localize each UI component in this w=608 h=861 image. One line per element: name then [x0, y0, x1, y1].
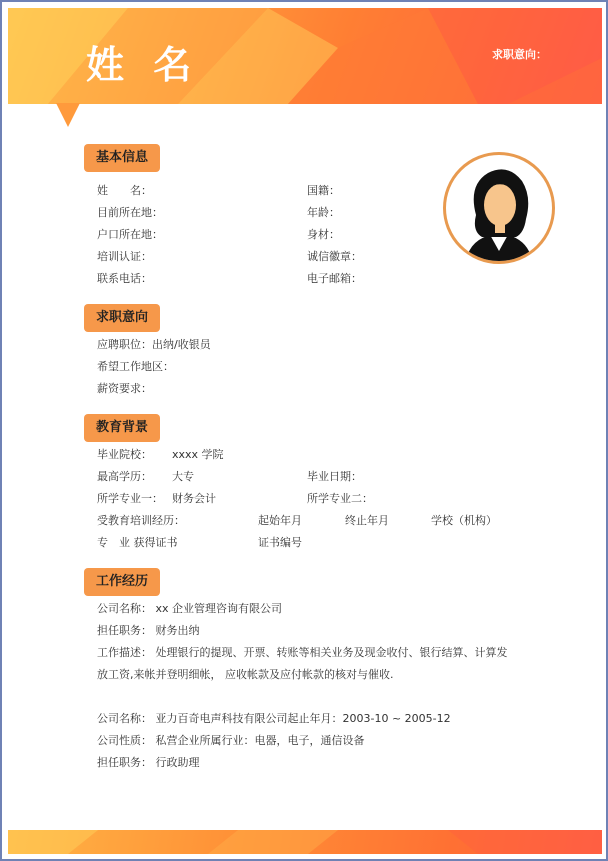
edu-major1-value: 财务会计: [172, 492, 216, 505]
edu-cert-no: 证书编号: [258, 536, 302, 549]
basic-nationality: 国籍：: [307, 184, 340, 197]
resume-name: 姓 名: [86, 43, 200, 87]
edu-school-label: 毕业院校：: [97, 448, 152, 461]
basic-body: 身材：: [307, 228, 340, 241]
section-job-intent: 求职意向: [84, 304, 160, 332]
basic-location: 目前所在地：: [97, 206, 163, 219]
work-role-2: 担任职务： 行政助理: [97, 756, 200, 769]
basic-seal: 诚信徽章：: [307, 250, 362, 263]
edu-major1-label: 所学专业一：: [97, 492, 163, 505]
section-basic-info: 基本信息: [84, 144, 160, 172]
woman-avatar-icon: [446, 155, 552, 261]
avatar: [443, 152, 555, 264]
job-intent-header: 求职意向：: [492, 48, 547, 61]
footer-pattern: [8, 830, 602, 854]
footer-banner: [8, 830, 602, 854]
intent-region: 希望工作地区：: [97, 360, 174, 373]
basic-phone: 联系电话：: [97, 272, 152, 285]
section-work-experience: 工作经历: [84, 568, 160, 596]
section-education: 教育背景: [84, 414, 160, 442]
work-nature-2: 公司性质： 私营企业所属行业：电器，电子，通信设备: [97, 734, 365, 747]
edu-grad-date: 毕业日期：: [307, 470, 362, 483]
work-desc-1-line2: 放工资,来帐并登明细帐， 应收帐款及应付帐款的核对与催收.: [97, 668, 394, 681]
basic-hukou: 户口所在地：: [97, 228, 163, 241]
basic-email: 电子邮箱：: [307, 272, 362, 285]
basic-name: 姓 名：: [97, 184, 152, 197]
edu-end: 终止年月: [345, 514, 389, 527]
work-desc-1-line1: 工作描述： 处理银行的提现、开票、转账等相关业务及现金收付、银行结算、计算发: [97, 646, 508, 659]
basic-cert: 培训认证：: [97, 250, 152, 263]
edu-degree-label: 最高学历：: [97, 470, 152, 483]
banner-pointer: [56, 103, 80, 127]
work-company-2: 公司名称： 亚力百奇电声科技有限公司起止年月：2003-10 ~ 2005-12: [97, 712, 451, 725]
edu-institution: 学校（机构）: [431, 514, 497, 527]
basic-age: 年龄：: [307, 206, 340, 219]
edu-major-cert: 专 业 获得证书: [97, 536, 178, 549]
edu-major2: 所学专业二：: [307, 492, 373, 505]
intent-salary: 薪资要求：: [97, 382, 152, 395]
work-company-1: 公司名称： xx 企业管理咨询有限公司: [97, 602, 283, 615]
edu-start: 起始年月: [258, 514, 302, 527]
work-role-1: 担任职务： 财务出纳: [97, 624, 200, 637]
intent-position: 应聘职位：出纳/收银员: [97, 338, 211, 351]
edu-degree-value: 大专: [172, 470, 194, 483]
edu-training: 受教育培训经历：: [97, 514, 185, 527]
edu-school-value: xxxx 学院: [172, 448, 224, 461]
